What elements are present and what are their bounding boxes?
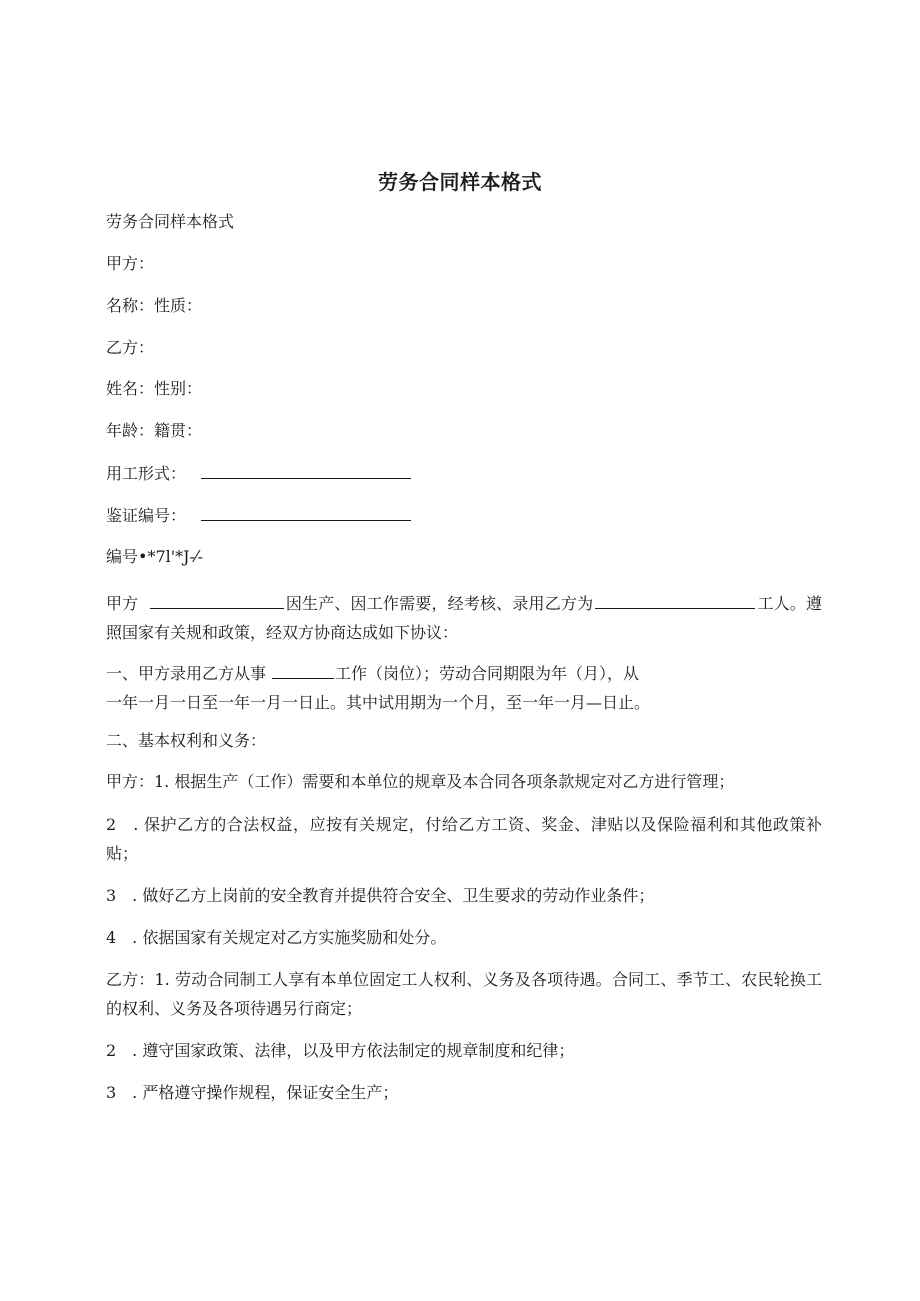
employment-form-label: 用工形式：: [106, 464, 187, 483]
party-b-duty-2: 2 . 遵守国家政策、法律，以及甲方依法制定的规章制度和纪律；: [106, 1041, 575, 1060]
number-line: 编号•*7l'*J-⁄-: [106, 547, 204, 566]
document-subtitle: 劳务合同样本格式: [106, 212, 235, 231]
party-a-fields: 名称：性质：: [106, 296, 203, 315]
clause-1-blank: [272, 663, 334, 679]
party-b-duty-3: 3 . 严格遵守操作规程，保证安全生产；: [106, 1083, 399, 1102]
party-b-label: 乙方：: [106, 338, 155, 357]
party-b-right-1: 乙方：1. 劳动合同制工人享有本单位固定工人权利、义务及各项待遇。合同工、季节工、农民轮换工的权利、义务及各项待遇另行商定；: [106, 970, 822, 1018]
certification-no-blank: [201, 505, 411, 521]
certification-no-label: 鉴证编号：: [106, 506, 187, 525]
clause-1: [106, 659, 822, 717]
party-a-duty-2: 2 . 保护乙方的合法权益，应按有关规定，付给乙方工资、奖金、津贴以及保险福利和其他政策补贴；: [106, 815, 822, 863]
clause-1-text-b: 工作（岗位）；劳动合同期限为年（月），从: [335, 664, 640, 683]
intro-paragraph: [106, 589, 822, 647]
party-b-fields-name-gender: 姓名：性别：: [106, 379, 203, 398]
clause-1-term: 一年一月一日至一年一月一日止。其中试用期为一个月，至一年一月—日止。: [106, 693, 651, 712]
intro-agreement: 工人。遵照国家有关规和政策，经双方协商达成如下协议：: [106, 594, 822, 642]
party-a-duty-1: 甲方：1. 根据生产（工作）需要和本单位的规章及本合同各项条款规定对乙方进行管理；: [106, 772, 735, 791]
party-a-duty-4: 4 . 依据国家有关规定对乙方实施奖励和处分。: [106, 928, 447, 947]
document-title: 劳务合同样本格式: [378, 170, 542, 194]
party-a-label: 甲方：: [106, 254, 155, 273]
clause-2-heading: 二、基本权利和义务：: [106, 731, 267, 750]
employment-form-row: [106, 463, 411, 484]
intro-reason: 因生产、因工作需要，经考核、录用乙方为: [285, 594, 594, 613]
intro-blank-1: [150, 593, 284, 609]
employment-form-blank: [201, 463, 411, 479]
intro-party-a: 甲方: [106, 594, 139, 613]
party-a-duty-3: 3 . 做好乙方上岗前的安全教育并提供符合安全、卫生要求的劳动作业条件；: [106, 886, 655, 905]
certification-no-row: [106, 505, 411, 526]
intro-blank-2: [595, 593, 755, 609]
party-b-fields-age-origin: 年龄：籍贯：: [106, 421, 203, 440]
clause-1-text-a: 一、甲方录用乙方从事: [106, 664, 267, 683]
